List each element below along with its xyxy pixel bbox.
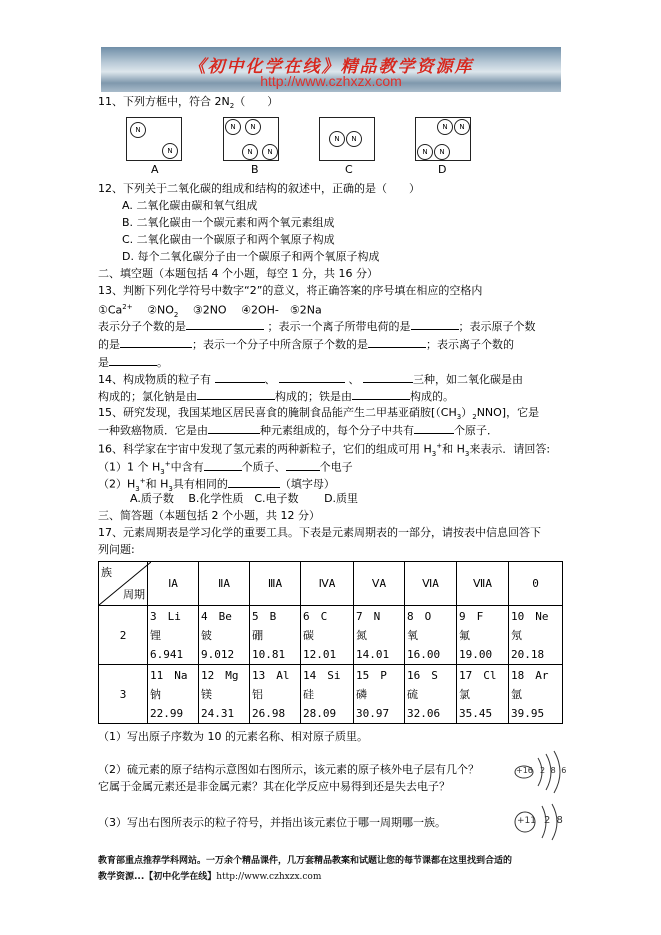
atomic-mass: 39.95 (511, 706, 545, 720)
element-name: 镁 (201, 687, 212, 701)
element-name: 硫 (407, 687, 418, 701)
sulfur-atom-diagram: +16 2 8 6 (512, 750, 572, 794)
table-row (99, 665, 563, 724)
blank[interactable] (204, 459, 242, 471)
corner-cell: 族 周期 (99, 562, 148, 606)
atomic-mass: 16.00 (407, 647, 441, 661)
element-symbol: 10 Ne (511, 609, 549, 623)
n-atom: N (454, 119, 470, 135)
element-name: 铍 (201, 628, 212, 642)
option-d-box (415, 117, 471, 161)
q16-part2: $(2)H_3^+$和 $H_3$具有相同的 （填字母） (98, 477, 335, 493)
element-symbol: 18 Ar (511, 668, 549, 682)
sodium-ion-diagram: +11 2 8 (512, 802, 572, 842)
blank[interactable] (197, 388, 275, 400)
atomic-mass: 10.81 (252, 647, 286, 661)
q12-text: 12、下列关于二氧化碳的组成和结构的叙述中，正确的是（ ） (98, 182, 420, 195)
site-banner (101, 47, 561, 92)
blank[interactable] (368, 336, 426, 348)
element-cell (457, 606, 509, 665)
q16-options: A.质子数 B.化学性质 C.电子数 D.质里 (130, 492, 359, 505)
element-cell (199, 665, 250, 724)
element-cell (405, 665, 457, 724)
label-a: A (151, 163, 159, 176)
blank[interactable] (414, 422, 454, 434)
label-d: D (438, 163, 447, 176)
atomic-mass: 14.01 (356, 647, 390, 661)
element-name: 磷 (356, 687, 367, 701)
q13-line2: 的是 ；表示一个分子中所含原子个数的是 ；表示离子个数的 (98, 338, 514, 351)
blank[interactable] (363, 371, 413, 383)
q13-line3: 是 。 (98, 356, 168, 369)
atomic-mass: 32.06 (407, 706, 441, 720)
element-symbol: 14 Si (303, 668, 341, 682)
element-symbol: 9 F (459, 609, 484, 623)
section-3-heading: 三、简答题（本题包括 2 个小题，共 12 分） (98, 509, 320, 522)
element-cell (405, 606, 457, 665)
group-header: 0 (509, 562, 563, 606)
element-cell (301, 665, 354, 724)
group-header: ⅠA (148, 562, 199, 606)
blank[interactable] (228, 476, 280, 488)
element-symbol: 16 S (407, 668, 438, 682)
label-c: C (345, 163, 353, 176)
group-header: ⅢA (250, 562, 301, 606)
element-cell (509, 665, 563, 724)
q16-part1: （1）1 个 $H_3^+$中含有 个质子、 个电子 (98, 460, 353, 476)
n-atom: N (434, 144, 450, 160)
n-atom: N (262, 144, 278, 160)
element-name: 氟 (459, 628, 470, 642)
q17-sub3: （3）写出右图所表示的粒子符号，并指出该元素位于哪一周期哪一族。 (98, 816, 446, 829)
period-cell: 2 (99, 606, 148, 665)
element-symbol: 17 Cl (459, 668, 497, 682)
atomic-mass: 9.012 (201, 647, 235, 661)
element-name: 硼 (252, 628, 263, 642)
atomic-mass: 22.99 (150, 706, 184, 720)
footer-line2: 教学资源...【初中化学在线】http://www.czhxzx.com (98, 872, 322, 882)
element-symbol: 4 Be (201, 609, 232, 623)
option-b-box (223, 117, 279, 161)
group-header: ⅣA (301, 562, 354, 606)
q13-symbols: $①Ca^{2+}$ $②NO_2$ ③2NO ④2OH- ⑤2Na (98, 303, 322, 319)
group-header: ⅤA (354, 562, 405, 606)
group-header: ⅡA (199, 562, 250, 606)
q12-option-a: A. 二氧化碳由碳和氧气组成 (122, 199, 258, 212)
n-atom: N (437, 119, 453, 135)
blank[interactable] (286, 459, 320, 471)
element-name: 锂 (150, 628, 161, 642)
element-symbol: 5 B (252, 609, 277, 623)
n-atom: N (162, 143, 178, 159)
element-cell (354, 606, 405, 665)
element-cell (509, 606, 563, 665)
element-cell (301, 606, 354, 665)
n-atom: N (245, 119, 261, 135)
element-name: 氧 (407, 628, 418, 642)
atomic-mass: 6.941 (150, 647, 184, 661)
q12-option-c: C. 二氧化碳由一个碳原子和两个氧原子构成 (122, 233, 335, 246)
element-cell (148, 606, 199, 665)
q15-line2: 一种致癌物质．它是由 种元素组成的，每个分子中共有 个原子． (98, 424, 498, 437)
q17-text-cont: 列问题: (98, 543, 135, 556)
q17-sub2-cont: 它属于金属元素还是非金属元素？其在化学反应中易得到还是失去电子？ (98, 780, 450, 793)
element-symbol: 8 O (407, 609, 432, 623)
blank[interactable] (109, 354, 157, 366)
element-name: 硅 (303, 687, 314, 701)
table-row (99, 606, 563, 665)
q12-option-b: B. 二氧化碳由一个碳元素和两个氧元素组成 (122, 216, 335, 229)
atomic-mass: 30.97 (356, 706, 390, 720)
q17-text: 17、元素周期表是学习化学的重要工具。下表是元素周期表的一部分，请按表中信息回答下 (98, 526, 541, 539)
option-a-box (126, 117, 182, 161)
element-name: 氩 (511, 687, 522, 701)
atomic-mass: 12.01 (303, 647, 337, 661)
atomic-mass: 28.09 (303, 706, 337, 720)
element-symbol: 7 N (356, 609, 381, 623)
periodic-table (98, 561, 563, 724)
section-2-heading: 二、填空题（本题包括 4 个小题，每空 1 分，共 16 分） (98, 267, 378, 280)
element-symbol: 11 Na (150, 668, 188, 682)
blank[interactable] (411, 318, 459, 330)
element-symbol: 3 Li (150, 609, 181, 623)
n-atom: N (242, 144, 258, 160)
element-name: 钠 (150, 687, 161, 701)
element-name: 氮 (356, 628, 367, 642)
q12-option-d: D. 每个二氧化碳分子由一个碳原子和两个氧原子构成 (122, 250, 380, 263)
element-name: 氖 (511, 628, 522, 642)
element-cell (250, 606, 301, 665)
element-cell (457, 665, 509, 724)
option-c-box (319, 117, 375, 161)
blank[interactable] (120, 336, 192, 348)
atomic-mass: 20.18 (511, 647, 545, 661)
q13-line1: 表示分子个数的是 ；表示一个离子所带电荷的是 ；表示原子个数 (98, 320, 536, 333)
blank[interactable] (279, 371, 345, 383)
q16-text: 16、科学家在宇宙中发现了氢元素的两种新粒子，它们的组成可用 $H_3^+$和 $H_3$来表示．请回答: (98, 442, 551, 458)
element-name: 氯 (459, 687, 470, 701)
blank[interactable] (186, 318, 264, 330)
element-symbol: 15 P (356, 668, 387, 682)
q11-text: 11、下列方框中，符合 $2N_2$（ ） (98, 95, 279, 111)
element-cell (354, 665, 405, 724)
period-cell: 3 (99, 665, 148, 724)
q17-sub2: （2）硫元素的原子结构示意图如右图所示，该元素的原子核外电子层有几个？ (98, 763, 479, 776)
element-name: 碳 (303, 628, 314, 642)
group-header: ⅦA (457, 562, 509, 606)
atomic-mass: 24.31 (201, 706, 235, 720)
atomic-mass: 26.98 (252, 706, 286, 720)
blank[interactable] (352, 388, 410, 400)
q15-line1: 15、研究发现，我国某地区居民喜食的腌制食品能产生二甲基亚硝胺$[(CH_3)_2NNO]$，它是 (98, 406, 540, 422)
banner-url: http://www.czhxzx.com (260, 73, 402, 89)
q17-sub1: （1）写出原子序数为 10 的元素名称、相对原子质里。 (98, 730, 368, 743)
n-atom: N (417, 144, 433, 160)
q14-line2: 构成的；氯化钠是由 构成的；铁是由 构成的。 (98, 390, 454, 403)
banner-title: 《初中化学在线》精品教学资源库 (188, 57, 474, 77)
element-cell (199, 606, 250, 665)
footer-link[interactable]: http://www.czhxzx.com (216, 872, 322, 882)
element-symbol: 12 Mg (201, 668, 239, 682)
n-atom: N (329, 131, 345, 147)
n-atom: N (130, 122, 146, 138)
element-symbol: 13 Al (252, 668, 290, 682)
element-cell (250, 665, 301, 724)
atomic-mass: 35.45 (459, 706, 493, 720)
group-header: ⅥA (405, 562, 457, 606)
n-atom: N (346, 131, 362, 147)
n-atom: N (225, 119, 241, 135)
blank[interactable] (215, 371, 265, 383)
table-header-row (99, 562, 563, 606)
element-symbol: 6 C (303, 609, 328, 623)
q14-line1: 14、构成物质的粒子有 、 、 三种，如二氧化碳是由 (98, 373, 523, 386)
element-name: 铝 (252, 687, 263, 701)
blank[interactable] (208, 422, 260, 434)
q13-text: 13、判断下列化学符号中数字“2”的意义，将正确答案的序号填在相应的空格内 (98, 284, 483, 297)
element-cell (148, 665, 199, 724)
label-b: B (251, 163, 259, 176)
atomic-mass: 19.00 (459, 647, 493, 661)
footer-line1: 教育部重点推荐学科网站。一万余个精品课件，几万套精品教案和试题让您的每节课都在这里找到合适的 (98, 856, 513, 866)
